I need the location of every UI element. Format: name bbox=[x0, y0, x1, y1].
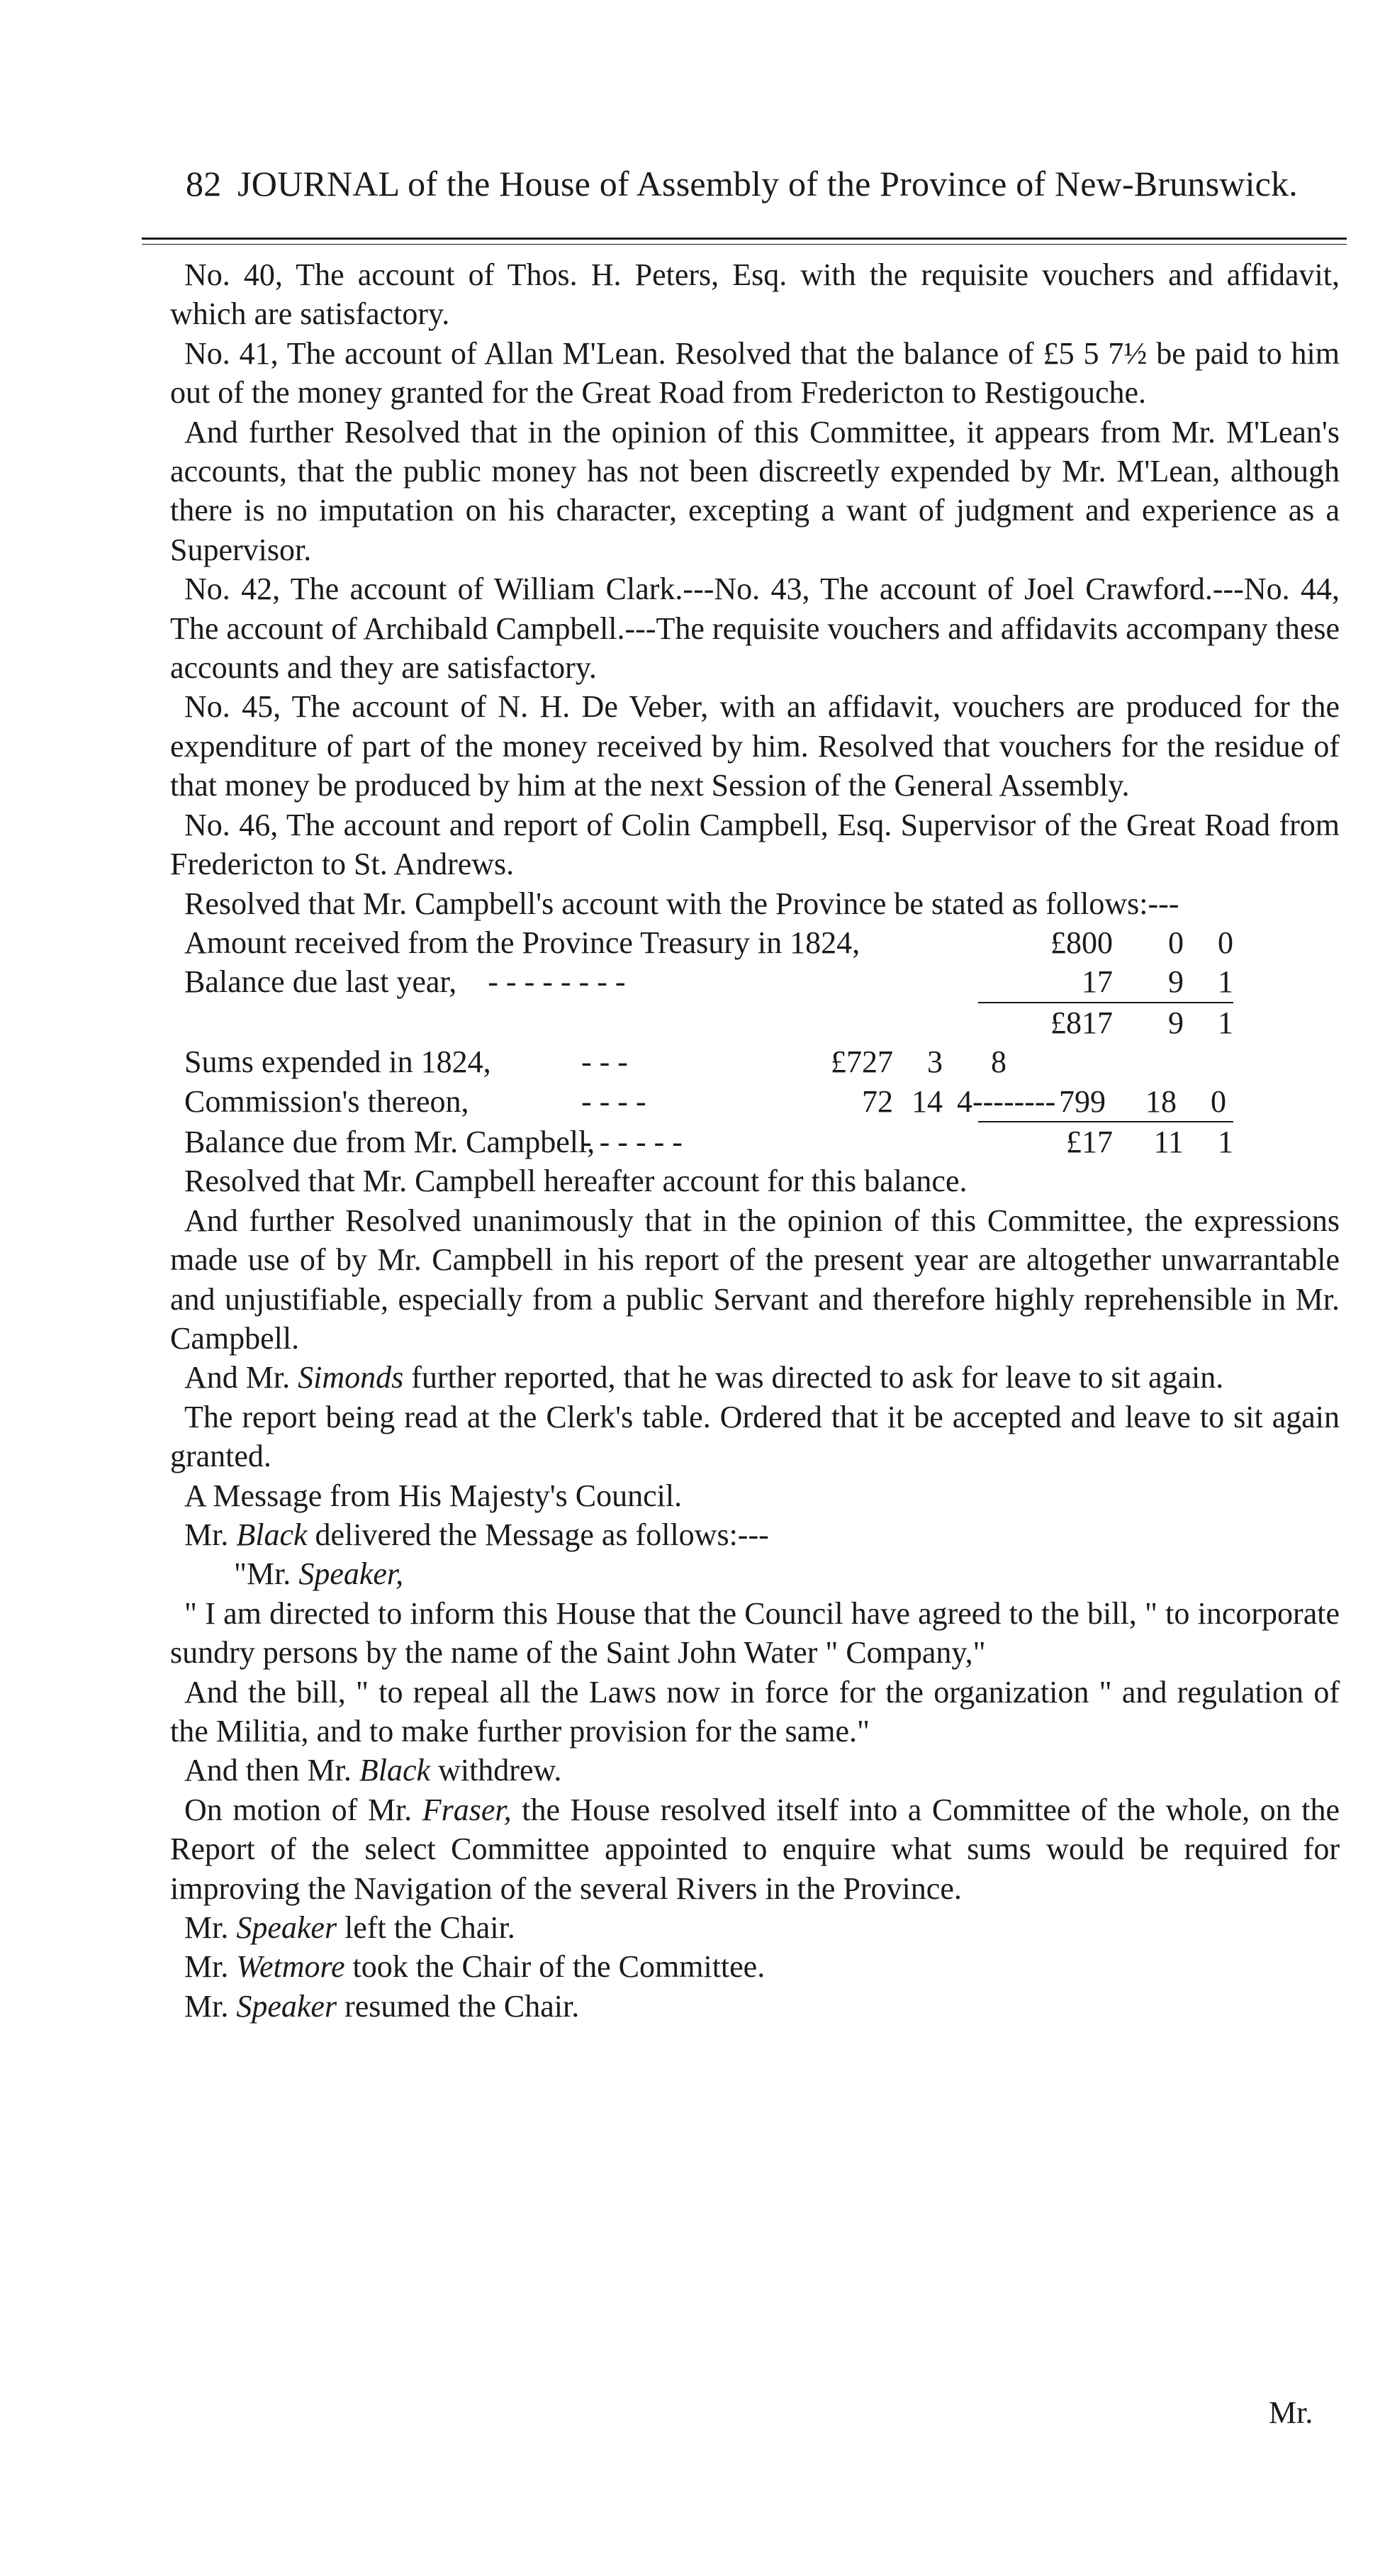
fraser-motion bbox=[170, 1790, 1340, 1908]
account-row bbox=[184, 923, 1340, 962]
account-shillings: 0 bbox=[1168, 925, 1184, 960]
speaker-resumed-chair bbox=[170, 1987, 1340, 2026]
speaker-resumed-pre: Mr. bbox=[184, 1988, 229, 2024]
account-total-pence: 0 bbox=[1211, 1083, 1226, 1119]
wetmore-post: took the Chair of the Committee. bbox=[352, 1949, 766, 1985]
account-pounds: 72 bbox=[862, 1083, 893, 1119]
entry-no-40: No. 40, The account of Thos. H. Peters, Esq. with the requisite vouchers and affidavit, which are satisfactory. bbox=[170, 257, 1340, 332]
simonds-report bbox=[170, 1358, 1340, 1397]
speaker-left-post: left the Chair. bbox=[344, 1910, 515, 1946]
resolution-unanimous: And further Resolved unanimously that in the opinion of this Committee, the expressions made use of by Mr. Campbell in his report of the present year are altogether unwarrantable and unjustifiable, especially from a public Servant and therefore highly reprehensible in Mr. Campbell. bbox=[170, 1203, 1340, 1356]
catchword: Mr. bbox=[1269, 2395, 1313, 2430]
member-name: Wetmore bbox=[236, 1949, 345, 1985]
account-label bbox=[184, 1003, 1014, 1042]
account-pence: 0 bbox=[1218, 925, 1233, 960]
entry-no-42-44: No. 42, The account of William Clark.---No. 43, The account of Joel Crawford.---No. 44, The account of Archibald Campbell.---The requisite vouchers and affidavits accompany these accounts and they are satisfactory. bbox=[170, 571, 1340, 686]
account-shillings: 11 bbox=[1153, 1124, 1184, 1159]
account-row bbox=[184, 962, 1340, 1001]
account-label: Commission's thereon, bbox=[184, 1083, 469, 1119]
leader-dashes: - - - bbox=[581, 1044, 628, 1080]
account-row bbox=[184, 1042, 1340, 1081]
page-number: 82 bbox=[186, 164, 222, 203]
speaker-salutation bbox=[170, 1554, 1340, 1593]
council-message-heading: A Message from His Majesty's Council. bbox=[184, 1478, 683, 1513]
wetmore-pre: Mr. bbox=[184, 1949, 229, 1985]
entry-no-41: No. 41, The account of Allan M'Lean. Resolved that the balance of £5 5 7½ be paid to him out of the money granted for the Great Road from Fredericton to Restigouche. bbox=[170, 335, 1340, 411]
account-total-shillings: 18 bbox=[1145, 1083, 1177, 1119]
speaker-title: Speaker, bbox=[298, 1556, 404, 1592]
account-label: Sums expended in 1824, bbox=[184, 1044, 491, 1080]
running-title: JOURNAL of the House of Assembly of the Province of New-Brunswick. bbox=[237, 164, 1298, 203]
account-row bbox=[184, 1082, 1340, 1121]
account-table bbox=[170, 923, 1340, 1161]
member-name: Simonds bbox=[298, 1360, 404, 1395]
account-pence: 8 bbox=[991, 1044, 1006, 1080]
account-label: Balance due from Mr. Campbell, bbox=[184, 1124, 595, 1159]
black1-pre: Mr. bbox=[184, 1517, 229, 1552]
speaker-left-chair bbox=[170, 1908, 1340, 1947]
account-pence: 1 bbox=[1218, 964, 1233, 1000]
report-accepted: The report being read at the Clerk's table. Ordered that it be accepted and leave to sit again granted. bbox=[170, 1399, 1340, 1474]
entry-no-45: No. 45, The account of N. H. De Veber, with an affidavit, vouchers are produced for the expenditure of part of the money received by him. Resolved that vouchers for the residue of that money be produced by him at the next Session of the General Assembly. bbox=[170, 689, 1340, 803]
account-pounds: £800 bbox=[1050, 925, 1113, 960]
council-message-text: " I am directed to inform this House that the Council have agreed to the bill, " to incorporate sundry persons by the name of the Saint John Water " Company," bbox=[170, 1595, 1340, 1671]
account-shillings: 9 bbox=[1168, 1005, 1184, 1040]
account-subtotal-row bbox=[184, 1003, 1340, 1042]
entry-no-46: No. 46, The account and report of Colin Campbell, Esq. Supervisor of the Great Road from Fredericton to St. Andrews. bbox=[170, 807, 1340, 882]
account-pence: 4-------- bbox=[957, 1083, 1056, 1119]
account-pence: 1 bbox=[1218, 1005, 1233, 1040]
leader-dashes: - - - - - - - - bbox=[488, 964, 626, 1000]
resolution-campbell-account: Resolved that Mr. Campbell's account with the Province be stated as follows:--- bbox=[184, 886, 1179, 921]
salutation-pre: "Mr. bbox=[234, 1556, 291, 1592]
black-delivered bbox=[170, 1515, 1340, 1554]
account-label: Amount received from the Province Treasury in 1824, bbox=[184, 925, 860, 960]
simonds-post: further reported, that he was directed to ask for leave to sit again. bbox=[411, 1360, 1224, 1395]
black-withdrew bbox=[170, 1751, 1340, 1790]
journal-body bbox=[170, 255, 1340, 2026]
black2-post: withdrew. bbox=[438, 1753, 562, 1788]
header-rule-thin bbox=[142, 244, 1347, 245]
account-pounds: £727 bbox=[831, 1044, 893, 1080]
member-name: Black bbox=[359, 1753, 431, 1788]
header-rule bbox=[142, 238, 1347, 240]
leader-dashes: - - - - - - bbox=[581, 1124, 683, 1159]
account-pence: 1 bbox=[1218, 1124, 1233, 1159]
leader-dashes: - - - - bbox=[581, 1083, 646, 1119]
resolution-mlean: And further Resolved that in the opinion of this Committee, it appears from Mr. M'Lean's accounts, that the public money has not been discreetly expended by Mr. M'Lean, although there is no imputation on his character, excepting a want of judgment and experience as a Supervisor. bbox=[170, 414, 1340, 567]
account-shillings: 9 bbox=[1168, 964, 1184, 1000]
account-pounds: £817 bbox=[1050, 1005, 1113, 1040]
account-label bbox=[184, 962, 1014, 1001]
account-shillings: 3 bbox=[927, 1044, 943, 1080]
account-balance-row bbox=[184, 1122, 1340, 1161]
fraser-post: the House resolved itself into a Committee of the whole, on the Report of the select Committee appointed to enquire what sums would be required for improving the Navigation of the several Rivers in the Province. bbox=[170, 1792, 1340, 1906]
speaker-title: Speaker bbox=[236, 1910, 337, 1946]
speaker-title: Speaker bbox=[236, 1988, 337, 2024]
militia-bill-text: And the bill, " to repeal all the Laws now in force for the organization " and regulation of the Militia, and to make further provision for the same." bbox=[170, 1674, 1340, 1749]
resolution-balance: Resolved that Mr. Campbell hereafter account for this balance. bbox=[184, 1164, 968, 1199]
black2-pre: And then Mr. bbox=[184, 1753, 352, 1788]
simonds-pre: And Mr. bbox=[184, 1360, 291, 1395]
speaker-resumed-post: resumed the Chair. bbox=[344, 1988, 580, 2024]
account-pounds: 17 bbox=[1082, 964, 1113, 1000]
wetmore-chair bbox=[170, 1947, 1340, 1986]
account-shillings: 14 bbox=[912, 1083, 943, 1119]
fraser-pre: On motion of Mr. bbox=[184, 1792, 413, 1827]
account-label-text: Balance due last year, bbox=[184, 964, 457, 1000]
member-name: Fraser, bbox=[422, 1792, 512, 1827]
black1-post: delivered the Message as follows:--- bbox=[315, 1517, 769, 1552]
account-pounds: £17 bbox=[1066, 1124, 1113, 1159]
account-total-pounds: 799 bbox=[1059, 1083, 1106, 1119]
member-name: Black bbox=[236, 1517, 308, 1552]
speaker-left-pre: Mr. bbox=[184, 1910, 229, 1946]
page-header bbox=[186, 162, 1355, 206]
